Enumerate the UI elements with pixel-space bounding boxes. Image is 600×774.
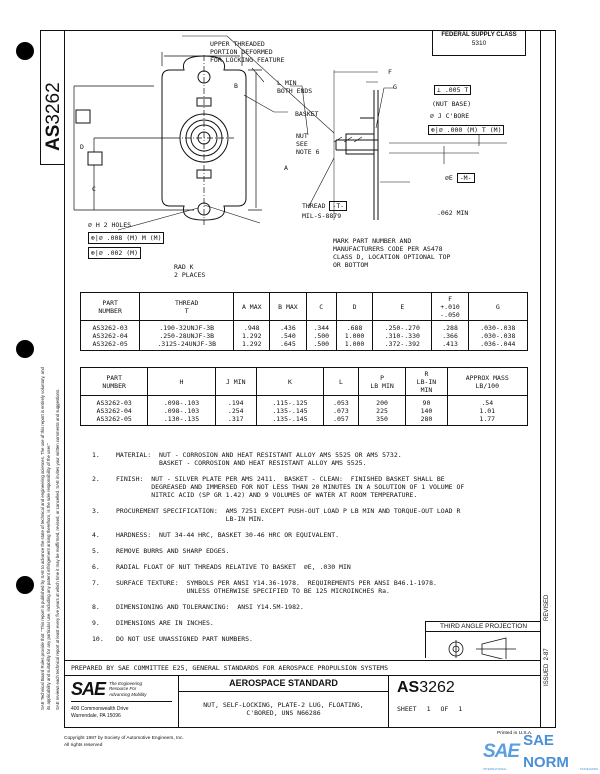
cell-value: .190-32UNJF-3B: [159, 324, 215, 332]
cell-value: .688: [346, 324, 363, 332]
note-text: PROCUREMENT SPECIFICATION: AMS 7251 EXCEPT PUSH-OUT LOAD P LB MIN AND TORQUE-OUT LOAD R LB-IN MIN.: [116, 507, 461, 523]
cell-value: AS3262-04: [96, 407, 132, 415]
issued-label: ISSUED 2-87: [544, 648, 550, 686]
copyright: Copyright 1987 by Society of Automotive Engineers, Inc. All rights reserved: [64, 736, 184, 748]
cell-value: .254: [227, 407, 244, 415]
cell-value: AS3262-04: [92, 332, 128, 340]
table-row: [81, 396, 528, 426]
dimensions-table-2: [80, 367, 528, 426]
column-header: L: [324, 368, 359, 396]
note-number: 7.: [92, 579, 100, 587]
document-number: AS3262: [397, 679, 455, 696]
table-cell: [270, 321, 306, 351]
table-cell: [306, 321, 336, 351]
table-header-row: [81, 293, 528, 321]
table-cell: [358, 396, 406, 426]
min-062-callout: .062 MIN: [437, 209, 469, 217]
dim-c: C: [92, 185, 96, 193]
cell-value: .135-.145: [272, 407, 308, 415]
cell-value: .436: [280, 324, 296, 332]
note-number: 2.: [92, 475, 100, 483]
table-header-row: [81, 368, 528, 396]
table-cell: [406, 396, 447, 426]
cell-value: 280: [420, 415, 433, 423]
cell-value: .194: [227, 399, 244, 407]
position-frame-holes-1: ⊕|⌀ .008 (M) M (M): [88, 232, 164, 244]
note-text: HARDNESS: NUT 34-44 HRC, BASKET 30-46 HRC OR EQUIVALENT.: [116, 531, 340, 539]
document-id-tab: [40, 30, 64, 165]
dim-f: F: [388, 68, 392, 76]
note-text: SURFACE TEXTURE: SYMBOLS PER ANSI Y14.36-1978. REQUIREMENTS PER ANSI B46.1-1978. UNLESS OTHERWISE SPECIFIED TO BE 125 MICROINCHES Ra.: [116, 579, 437, 595]
nut-base-label: (NUT BASE): [432, 100, 472, 108]
cell-value: AS3262-03: [92, 324, 128, 332]
prepared-by-text: PREPARED BY SAE COMMITTEE E25, GENERAL STANDARDS FOR AEROSPACE PROPULSION SYSTEMS: [71, 664, 388, 672]
table-cell: [215, 396, 256, 426]
cell-value: 1.000: [344, 332, 365, 340]
perpendicularity-frame: ⊥ .005 T: [434, 85, 471, 95]
table-cell: [373, 321, 432, 351]
watermark-logo: SAE: [483, 741, 520, 762]
table-cell: [81, 321, 140, 351]
thread-callout: THREAD -T- MIL-S-8879: [302, 202, 347, 220]
cell-value: 1.000: [344, 340, 365, 348]
cell-value: .372-.392: [384, 340, 420, 348]
cell-value: .053: [333, 399, 349, 407]
note-text: DIMENSIONS ARE IN INCHES.: [116, 619, 214, 627]
cell-value: .073: [333, 407, 349, 415]
cell-value: .344: [313, 324, 330, 332]
cell-value: .288: [442, 324, 458, 332]
l-min-callout: L MIN BOTH ENDS: [277, 79, 313, 95]
punch-hole: [16, 42, 34, 60]
column-header: THREAD T: [140, 293, 234, 321]
prepared-by-row: [64, 660, 541, 676]
column-header: P LB MIN: [358, 368, 406, 396]
id-section: [389, 676, 540, 727]
upper-threaded-callout: UPPER THREADED PORTION DEFORMED FOR LOCKING FEATURE: [210, 40, 285, 64]
note-number: 3.: [92, 507, 100, 515]
document-id-vertical: AS3262: [43, 82, 64, 151]
column-header: K: [256, 368, 323, 396]
table-cell: [81, 396, 148, 426]
note-number: 4.: [92, 531, 100, 539]
table-row: [81, 321, 528, 351]
revision-strip: [541, 30, 556, 728]
note-number: 1.: [92, 451, 100, 459]
side-notice: [40, 367, 61, 710]
cell-value: .500: [313, 340, 330, 348]
note-item: [92, 603, 532, 611]
cell-value: .645: [280, 340, 296, 348]
column-header: APPROX MASS LB/100: [447, 368, 527, 396]
marking-callout: MARK PART NUMBER AND MANUFACTURERS CODE PER AS478 CLASS D, LOCATION OPTIONAL TOP OR BOTTOM: [333, 237, 451, 269]
projection-symbol-icon: [426, 632, 542, 659]
column-header: G: [468, 293, 527, 321]
table-cell: [140, 321, 234, 351]
cell-value: 1.01: [479, 407, 496, 415]
table-cell: [447, 396, 527, 426]
holes-callout: ⌀ H 2 HOLES: [88, 221, 132, 229]
cell-value: .036-.044: [480, 340, 516, 348]
column-header: C: [306, 293, 336, 321]
cell-value: AS3262-03: [96, 399, 132, 407]
cell-value: .130-.135: [163, 415, 200, 423]
title-section: [179, 676, 389, 727]
cell-value: .540: [280, 332, 296, 340]
note-text: RADIAL FLOAT OF NUT THREADS RELATIVE TO BASKET ⌀E, .030 MIN: [116, 563, 351, 571]
note-number: 10.: [92, 635, 104, 643]
note-item: [92, 531, 532, 539]
note-item: [92, 579, 532, 595]
cell-value: .098-.103: [163, 407, 200, 415]
cell-value: .030-.038: [480, 332, 516, 340]
note-number: 8.: [92, 603, 100, 611]
side-notice-line: SAE reviews each technical report at least every five years at which time it may be reaffirmed, revised, or cancelled. SAE invites your written comments and suggestions.: [55, 388, 60, 710]
cell-value: .366: [442, 332, 458, 340]
table-cell: [148, 396, 215, 426]
column-header: D: [336, 293, 372, 321]
cell-value: 90: [422, 399, 431, 407]
standard-type: AEROSPACE STANDARD: [179, 676, 388, 692]
table-cell: [324, 396, 359, 426]
dim-g: G: [393, 83, 397, 91]
column-header: PART NUMBER: [81, 368, 148, 396]
punch-hole: [16, 576, 34, 594]
note-text: FINISH: NUT - SILVER PLATE PER AMS 2411. BASKET - CLEAN: FINISHED BASKET SHALL BE DEGREASED AND IMMERSED FOR NOT LESS THAN 20 MINUTES IN A SOLUTION OF 1 VOLUME OF NITRIC ACID (SP GR 1.42) AND 9 VOLUMES OF WATER AT ROOM TEMPERATURE.: [116, 475, 465, 499]
sheet-info: SHEET 1 OF 1: [397, 705, 463, 713]
document-title: NUT, SELF-LOCKING, PLATE-2 LUG, FLOATING, C'BORED, UNS N66286: [203, 701, 364, 717]
cell-value: .115-.125: [272, 399, 308, 407]
cell-value: .057: [333, 415, 349, 423]
note-item: [92, 451, 532, 467]
cell-value: 1.292: [241, 340, 262, 348]
third-angle-label: THIRD ANGLE PROJECTION: [426, 622, 541, 632]
cell-value: .030-.038: [480, 324, 516, 332]
dimensions-table-1: [80, 292, 528, 351]
punch-hole: [16, 340, 34, 358]
j-cbore-callout: ⌀ J C'BORE: [430, 112, 470, 120]
cell-value: .413: [442, 340, 458, 348]
dim-b: B: [234, 82, 238, 90]
cell-value: 140: [420, 407, 433, 415]
dim-a: A: [284, 164, 288, 172]
position-frame-holes-2: ⊕|⌀ .002 (M): [88, 247, 141, 259]
watermark-sub: INTERNATIONAL STANDARDS: [483, 767, 598, 771]
table-cell: [256, 396, 323, 426]
rad-k-callout: RAD K 2 PLACES: [174, 263, 206, 279]
note-text: DIMENSIONING AND TOLERANCING: ANSI Y14.5M-1982.: [116, 603, 304, 611]
sae-address: 400 Commonwealth Drive Warrendale, PA 15096: [71, 706, 129, 719]
federal-supply-class-label: FEDERAL SUPPLY CLASS: [441, 32, 517, 38]
column-header: R LB-IN MIN: [406, 368, 447, 396]
side-notice-line: SAE Technical Board Rules provide that: "This report is published by SAE to advance the state of technical and engineering sciences. The use of this report is entirely voluntary, and: [40, 367, 45, 710]
cell-value: .500: [313, 332, 330, 340]
column-header: E: [373, 293, 432, 321]
note-number: 6.: [92, 563, 100, 571]
cell-value: 1.292: [241, 332, 262, 340]
cell-value: AS3262-05: [92, 340, 128, 348]
basket-callout: BASKET: [295, 110, 319, 118]
cell-value: 200: [376, 399, 388, 407]
note-item: [92, 507, 532, 523]
column-header: A MAX: [234, 293, 270, 321]
table-cell: [432, 321, 468, 351]
cell-value: .135-.145: [272, 415, 308, 423]
nut-callout: NUT SEE NOTE 6: [296, 132, 320, 156]
revised-label: REVISED: [544, 594, 550, 621]
position-frame-j: ⊕|⌀ .000 (M) T (M): [428, 125, 504, 135]
federal-supply-class-value: 5310: [471, 40, 487, 47]
note-item: [92, 475, 532, 499]
cell-value: .250-.270: [384, 324, 420, 332]
third-angle-projection: [425, 621, 541, 658]
note-item: [92, 547, 532, 555]
cell-value: 1.77: [479, 415, 496, 423]
side-notice-line: its applicability and suitability for any particular use, including any patent infringement arising therefrom, is the sole responsibility of the user.": [46, 443, 51, 710]
cell-value: .54: [481, 399, 494, 407]
table-cell: [234, 321, 270, 351]
note-text: DO NOT USE UNASSIGNED PART NUMBERS.: [116, 635, 253, 643]
sae-block: [65, 676, 179, 727]
cell-value: .948: [243, 324, 260, 332]
note-item: [92, 563, 532, 571]
plan-view: [74, 52, 262, 225]
cell-value: .098-.103: [163, 399, 200, 407]
cell-value: .317: [227, 415, 244, 423]
cell-value: 350: [376, 415, 388, 423]
cell-value: 225: [376, 407, 388, 415]
note-text: MATERIAL: NUT - CORROSION AND HEAT RESISTANT ALLOY AMS 5525 OR AMS 5732. BASKET - CORROSION AND HEAT RESISTANT ALLOY AMS 5525.: [116, 451, 402, 467]
cell-value: .3125-24UNJF-3B: [157, 340, 217, 348]
column-header: J MIN: [215, 368, 256, 396]
watermark-text: SAE NORM: [523, 732, 569, 771]
column-header: H: [148, 368, 215, 396]
title-block: [64, 675, 541, 728]
sae-tagline: The Engineering Resource For Advancing Mobility: [109, 680, 147, 697]
column-header: PART NUMBER: [81, 293, 140, 321]
cell-value: .310-.330: [384, 332, 420, 340]
note-number: 9.: [92, 619, 100, 627]
column-header: F +.010 -.050: [432, 293, 468, 321]
column-header: B MAX: [270, 293, 306, 321]
note-text: REMOVE BURRS AND SHARP EDGES.: [116, 547, 230, 555]
cell-value: .250-28UNJF-3B: [159, 332, 215, 340]
sae-logo: SAE: [71, 679, 106, 699]
printed-in: Printed in U.S.A.: [497, 731, 533, 736]
table-cell: [468, 321, 527, 351]
dim-d: D: [80, 143, 84, 151]
dia-e-callout: ⌀E -M-: [445, 174, 475, 182]
table-cell: [336, 321, 372, 351]
cell-value: AS3262-05: [96, 415, 132, 423]
note-number: 5.: [92, 547, 100, 555]
